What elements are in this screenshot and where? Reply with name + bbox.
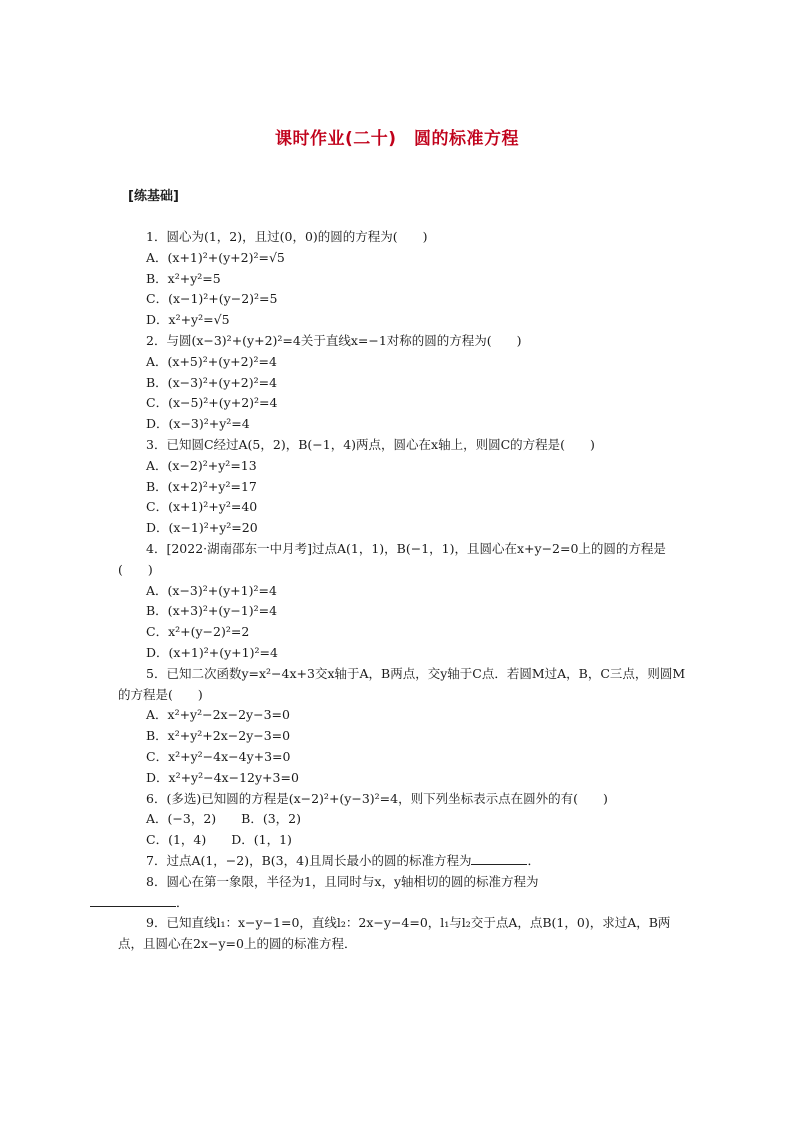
question-2-option-a: A．(x+5)²+(y+2)²=4 <box>146 353 277 369</box>
question-3-option-b: B．(x+2)²+y²=17 <box>146 478 257 494</box>
question-1-option-d: D．x²+y²=√5 <box>146 312 230 328</box>
question-9: 9．已知直线l₁：x−y−1=0，直线l₂：2x−y−4=0，l₁与l₂交于点A，点B(1，0)，求过A，B两点，且圆心在2x−y=0上的圆的标准方程． <box>118 915 671 952</box>
question-1-stem: 1．圆心为(1，2)，且过(0，0)的圆的方程为( ) <box>146 229 428 244</box>
question-4-option-d: D．(x+1)²+(y+1)²=4 <box>146 644 278 660</box>
question-5-option-c: C．x²+y²−4x−4y+3=0 <box>146 748 291 764</box>
question-3-option-c: C．(x+1)²+y²=40 <box>146 499 258 515</box>
question-4-stem: 4．[2022·湖南邵东一中月考]过点A(1，1)，B(−1，1)，且圆心在x+y−2=0上的圆的方程是( ) <box>118 540 666 577</box>
question-4-option-c: C．x²+(y−2)²=2 <box>146 624 250 640</box>
question-4-option-a: A．(x−3)²+(y+1)²=4 <box>146 582 277 598</box>
question-6-options-ab: A．(−3，2) B．(3，2) <box>146 811 302 827</box>
question-2-option-b: B．(x−3)²+(y+2)²=4 <box>146 374 278 390</box>
question-1-option-c: C．(x−1)²+(y−2)²=5 <box>146 291 278 307</box>
question-5-stem: 5．已知二次函数y=x²−4x+3交x轴于A，B两点，交y轴于C点．若圆M过A，B，C三点，则圆M的方程是( ) <box>118 665 686 702</box>
page-title: 课时作业(二十) 圆的标准方程 <box>274 129 520 149</box>
question-8 <box>118 872 688 914</box>
question-7-end: ． <box>527 852 540 868</box>
question-2-option-c: C．(x−5)²+(y+2)²=4 <box>146 395 278 411</box>
question-5-option-d: D．x²+y²−4x−12y+3=0 <box>146 769 299 785</box>
question-3-option-a: A．(x−2)²+y²=13 <box>146 457 257 473</box>
question-3-option-d: D．(x−1)²+y²=20 <box>146 520 258 536</box>
question-7-text: 7．过点A(1，−2)，B(3，4)且周长最小的圆的标准方程为 <box>146 852 472 868</box>
question-2-option-d: D．(x−3)²+y²=4 <box>146 416 250 432</box>
question-1-option-a: A．(x+1)²+(y+2)²=√5 <box>146 249 285 265</box>
question-4-option-b: B．(x+3)²+(y−1)²=4 <box>146 603 278 619</box>
section-label: [练基础] <box>128 189 179 204</box>
question-7 <box>118 851 688 872</box>
question-6-stem: 6．(多选)已知圆的方程是(x−2)²+(y−3)²=4，则下列坐标表示点在圆外的有( ) <box>146 790 608 806</box>
question-2-stem: 2．与圆(x−3)²+(y+2)²=4关于直线x=−1对称的圆的方程为( ) <box>146 332 522 348</box>
question-3-stem: 3．已知圆C经过A(5，2)，B(−1，4)两点，圆心在x轴上，则圆C的方程是( ) <box>146 436 595 452</box>
question-1-option-b: B．x²+y²=5 <box>146 270 221 286</box>
question-5-option-a: A．x²+y²−2x−2y−3=0 <box>146 707 290 723</box>
question-5-option-b: B．x²+y²+2x−2y−3=0 <box>146 728 291 744</box>
question-8-text: 8．圆心在第一象限，半径为1，且同时与x，y轴相切的圆的标准方程为 <box>146 873 539 889</box>
question-8-end: ． <box>176 894 189 910</box>
question-6-options-cd: C．(1，4) D．(1，1) <box>146 832 292 848</box>
question-list <box>118 227 688 955</box>
answer-blank[interactable] <box>90 893 176 907</box>
answer-blank[interactable] <box>471 851 527 865</box>
